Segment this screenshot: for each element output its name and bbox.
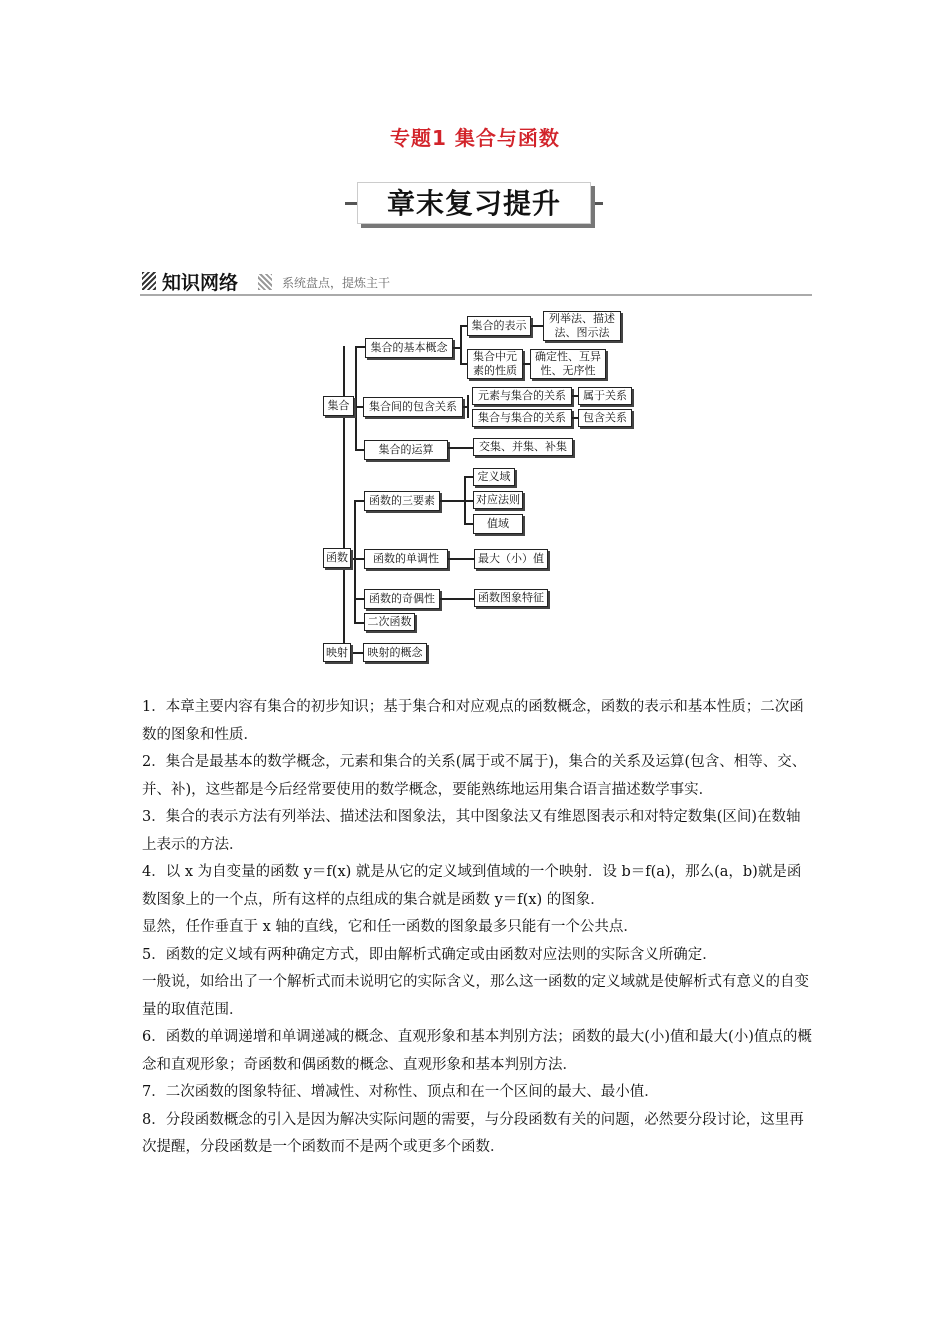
map-connector — [448, 447, 473, 449]
paragraph: 显然，任作垂直于 x 轴的直线，它和任一函数的图象最多只能有一个公共点． — [142, 919, 638, 935]
map-connector — [351, 558, 364, 560]
node-label: 列举法、描述 — [549, 312, 615, 325]
node-graph-feature — [474, 589, 548, 607]
node-elem-set-rel — [472, 387, 572, 405]
map-connector — [460, 363, 467, 365]
paragraph: 6．函数的单调递增和单调递减的概念、直观形象和基本判别方法；函数的最大(小)值和最大(小)值点的概念和直观形象；奇函数和偶函数的概念、直观形象和基本判别方法． — [142, 1029, 812, 1073]
node-label: 定义域 — [477, 470, 511, 483]
node-label: 确定性、互异 — [535, 350, 601, 363]
map-connector — [343, 346, 345, 646]
map-connector — [355, 346, 357, 450]
map-connector — [354, 500, 356, 623]
node-label: 映射 — [326, 645, 348, 659]
banner-title: 章末复习提升 — [386, 187, 561, 220]
node-label: 函数的三要素 — [369, 494, 435, 507]
node-label: 集合的运算 — [378, 443, 434, 456]
map-connector — [440, 500, 465, 502]
node-label: 交集、并集、补集 — [479, 440, 567, 453]
node-parity — [364, 589, 440, 609]
node-maxmin — [474, 549, 548, 569]
section-rule — [140, 294, 812, 296]
node-set-ops-list — [473, 438, 573, 456]
node-label: 集合与集合的关系 — [478, 411, 566, 424]
node-label: 包含关系 — [583, 411, 627, 424]
node-func — [323, 548, 351, 568]
node-mapping-concept — [363, 643, 427, 662]
map-connector — [354, 622, 364, 624]
map-connector — [467, 395, 469, 418]
paragraph: 一般说，如给出了一个解析式而未说明它的实际含义，那么这一函数的定义域就是使解析式有意义的自变量的取值范围． — [142, 974, 809, 1018]
node-set-elem-prop-desc — [530, 349, 606, 379]
node-set — [323, 396, 354, 416]
node-set-basic — [365, 338, 453, 358]
hatch-icon — [142, 272, 156, 290]
map-connector — [354, 598, 364, 600]
paragraph: 4．以 x 为自变量的函数 y＝f(x) 就是从它的定义域到值域的一个映射．设 b＝f(a)，那么(a，b)就是函数图象上的一个点，所有这样的点组成的集合就是函数 y＝f(x) 的图象． — [142, 864, 802, 908]
node-set-repr-methods — [543, 311, 621, 341]
node-label: 素的性质 — [473, 364, 517, 377]
node-label: 集合 — [327, 399, 350, 412]
map-connector — [464, 476, 473, 478]
node-label: 集合中元 — [473, 350, 517, 363]
section-subtitle: 系统盘点，提炼主干 — [282, 276, 391, 290]
node-label: 函数图象特征 — [478, 591, 544, 604]
paragraph: 7．二次函数的图象特征、增减性、对称性、顶点和在一个区间的最大、最小值． — [142, 1084, 659, 1100]
node-label: 属于关系 — [583, 389, 627, 402]
map-connector — [531, 325, 543, 327]
hatch-icon — [258, 274, 272, 290]
node-func-three — [364, 491, 440, 511]
map-connector — [448, 558, 474, 560]
map-connector — [464, 523, 473, 525]
node-set-elem-prop — [467, 349, 523, 379]
node-set-set-rel — [472, 409, 572, 427]
node-label: 对应法则 — [476, 493, 520, 506]
paragraph: 1．本章主要内容有集合的初步知识；基于集合和对应观点的函数概念，函数的表示和基本性质；二次函数的图象和性质． — [142, 699, 804, 743]
node-domain — [473, 468, 515, 486]
node-monotonic — [364, 549, 448, 569]
section-header — [140, 268, 812, 296]
node-set-inclusion — [363, 397, 463, 417]
node-label: 映射的概念 — [367, 645, 423, 659]
node-label: 函数的单调性 — [373, 552, 439, 565]
node-label: 集合的基本概念 — [370, 341, 448, 354]
map-connector — [354, 500, 364, 502]
node-label: 函数 — [326, 551, 348, 564]
paragraph: 2．集合是最基本的数学概念，元素和集合的关系(属于或不属于)，集合的关系及运算(包含、相等、交、并、补)，这些都是今后经常要使用的数学概念，要能熟练地运用集合语言描述数学事实． — [142, 754, 807, 798]
map-connector — [523, 363, 530, 365]
node-contains — [578, 409, 632, 427]
banner — [345, 178, 603, 228]
node-label: 值域 — [487, 517, 509, 530]
node-label: 最大（小）值 — [478, 552, 544, 565]
node-set-repr — [467, 316, 531, 336]
node-label: 性、无序性 — [540, 364, 596, 377]
map-connector — [355, 346, 365, 348]
node-quadratic — [364, 613, 415, 631]
map-connector — [460, 325, 462, 365]
map-connector — [460, 325, 467, 327]
map-connector — [464, 500, 473, 502]
node-set-ops — [364, 440, 448, 460]
node-label: 二次函数 — [367, 615, 412, 628]
node-label: 法、图示法 — [554, 326, 610, 339]
node-label: 函数的奇偶性 — [369, 592, 435, 605]
knowledge-map — [0, 300, 950, 670]
map-connector — [351, 652, 363, 654]
paragraph: 5．函数的定义域有两种确定方式，即由解析式确定或由函数对应法则的实际含义所确定． — [142, 946, 717, 963]
node-mapping — [323, 643, 351, 662]
paragraph: 8．分段函数概念的引入是因为解决实际问题的需要，与分段函数有关的问题，必然要分段讨论，这里再次提醒，分段函数是一个函数而不是两个或更多个函数． — [142, 1111, 804, 1155]
node-label: 集合的表示 — [471, 319, 527, 332]
map-connector — [440, 598, 474, 600]
summary-text — [142, 694, 814, 1162]
paragraph: 3．集合的表示方法有列举法、描述法和图象法，其中图象法又有维恩图表示和对特定数集(区间)在数轴上表示的方法． — [142, 809, 801, 853]
chapter-title: 专题1 集合与函数 — [390, 126, 560, 150]
section-title: 知识网络 — [162, 272, 239, 294]
node-rule — [473, 491, 523, 509]
node-range — [473, 514, 523, 534]
node-belongs — [578, 387, 632, 405]
node-label: 集合间的包含关系 — [369, 400, 457, 413]
node-label: 元素与集合的关系 — [478, 389, 566, 402]
